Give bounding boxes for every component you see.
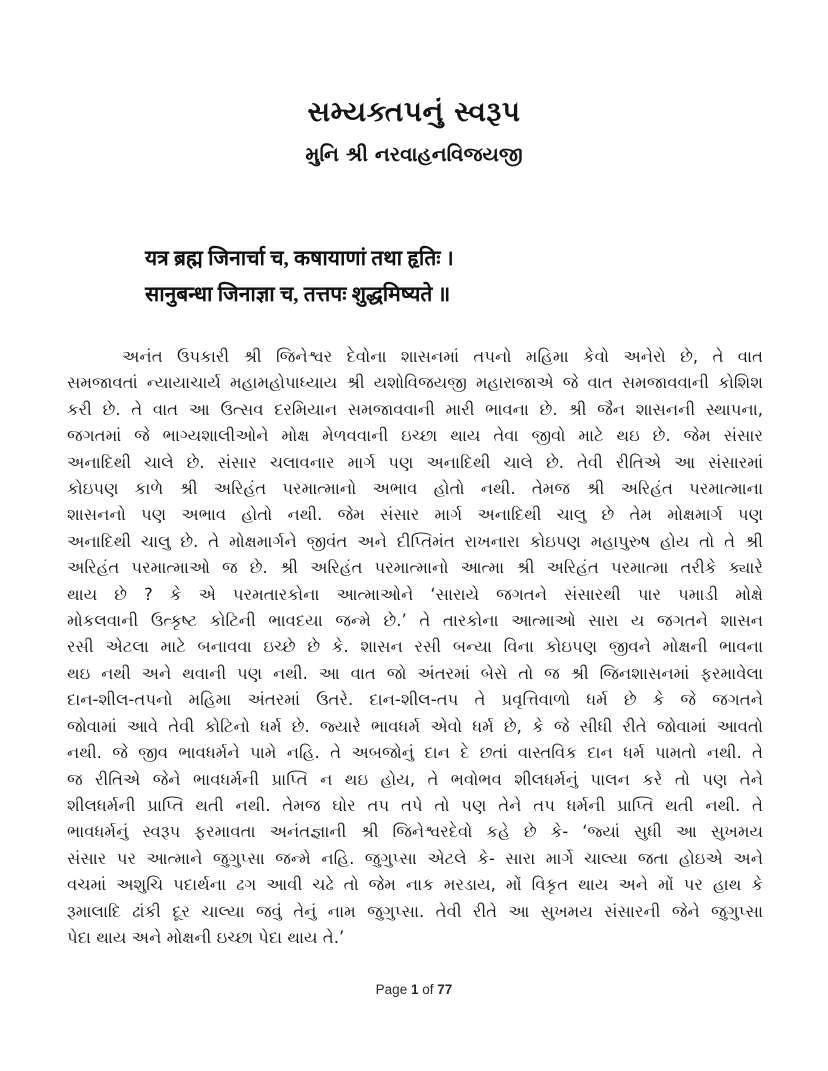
body-line: નથી. જે જીવ ભાવધર્મને પામે નહિ. તે અબજોનું દાન દે છતાં વાસ્તવિક દાન ધર્મ પામતો નથી. તે [67, 743, 763, 763]
body-line: શાસનનો પણ અભાવ હોતો નથી. જેમ સંસાર માર્ગ અનાદિથી ચાલુ છે તેમ મોક્ષમાર્ગ પણ [67, 505, 763, 525]
verse-line-1: यत्र ब्रह्म जिनार्चा च, कषायाणां तथा हृतिः । [145, 246, 454, 270]
body-line: સમજાવતાં ન્યાયાચાર્ય મહામહોપાધ્યાય શ્રી યશોવિજયજી મહારાજાએ જે વાત સમજાવવાની કોશિશ [67, 373, 763, 393]
body-line: થઇ નથી અને થવાની પણ નથી. આ વાત જો અંતરમાં બેસે તો જ શ્રી જિનશાસનમાં ફરમાવેલા [67, 663, 763, 683]
body-line: વચમાં અશુચિ પદાર્થના ઢગ આવી ચઢે તો જેમ નાક મરડાય, મોં વિકૃત થાય અને મોં પર હાથ કે [67, 875, 763, 895]
body-line: જ રીતિએ જેને ભાવધર્મની પ્રાપ્તિ ન થઇ હોય, તે ભવોભવ શીલધર્મનું પાલન કરે તો પણ તેને [67, 769, 763, 789]
body-line: અનાદિથી ચાલુ છે. તે મોક્ષમાર્ગને જીવંત અને દીપ્તિમંત રાખનારા કોઇપણ મહાપુરુષ હોય તો તે શ્રી [67, 531, 763, 551]
body-line: અનાદિથી ચાલે છે. સંસાર ચલાવનાર માર્ગ પણ અનાદિથી ચાલે છે. તેવી રીતિએ આ સંસારમાં [67, 452, 763, 472]
body-line: કરી છે. તે વાત આ ઉત્સવ દરમિયાન સમજાવવાની મારી ભાવના છે. શ્રી જૈન શાસનની સ્થાપના, [67, 399, 763, 419]
document-author: મુનિ શ્રી નરવાહનવિજયજી [305, 142, 523, 166]
sanskrit-verse [145, 240, 828, 312]
body-line: અરિહંત પરમાત્માઓ જ છે. શ્રી અરિહંત પરમાત્માનો આત્મા શ્રી અરિહંત પરમાત્મા તરીકે ક્યારે [67, 558, 763, 578]
body-line: દાન-શીલ-તપનો મહિમા અંતરમાં ઉતરે. દાન-શીલ-તપ તે પ્રવૃત્તિવાળો ધર્મ છે કે જે જગતને [67, 690, 763, 710]
body-line: જોવામાં આવે તેવી કોટિનો ધર્મ છે. જ્યારે ભાવધર્મ એવો ધર્મ છે, કે જે સીધી રીતે જોવામાં આવતો [67, 716, 763, 736]
verse-line-2: सानुबन्धा जिनाज्ञा च, तत्तपः शुद्धमिष्यते ॥ [145, 282, 451, 306]
footer-of-label: of [422, 982, 434, 997]
body-line: અનંત ઉપકારી શ્રી જિનેશ્વર દેવોના શાસનમાં તપનો મહિમા કેવો અનેરો છે, તે વાત [122, 347, 763, 366]
document-title: સમ્યક્તપનું સ્વરૂપ [307, 95, 521, 128]
footer-total-pages: 77 [437, 982, 453, 997]
body-line: ભાવધર્મનું સ્વરૂપ ફરમાવતા અનંતજ્ઞાની શ્રી જિનેશ્વરદેવો કહે છે કે- ‘જ્યાં સુધી આ સુખમય [67, 822, 763, 842]
body-line: જગતમાં જે ભાગ્યશાલીઓને મોક્ષ મેળવવાની ઇચ્છા થાય તેવા જીવો માટે થઇ છે. જેમ સંસાર [67, 426, 763, 446]
body-line: થાય છે ? કે એ પરમતારકોના આત્માઓને ‘સારાયે જગતને સંસારથી પાર પમાડી મોક્ષે [67, 584, 763, 604]
body-line: શીલધર્મની પ્રાપ્તિ થતી નથી. તેમજ ઘોર તપ તપે તો પણ તેને તપ ધર્મની પ્રાપ્તિ થતી નથી. તે [67, 795, 763, 815]
footer-page-label: Page [375, 982, 408, 997]
body-line: સંસાર પર આત્માને જુગુપ્સા જન્મે નહિ. જુગુપ્સા એટલે કે- સારા માર્ગે ચાલ્યા જતા હોઇએ અને [67, 848, 763, 868]
body-line: મોકલવાની ઉત્કૃષ્ટ કોટિની ભાવદયા જન્મે છે.’ તે તારકોના આત્માઓ સારા ય જગતને શાસન [67, 611, 763, 631]
body-line: પેદા થાય અને મોક્ષની ઇચ્છા પેદા થાય તે.’ [67, 927, 345, 947]
body-line: રૂમાલાદિ ઢાંકી દૂર ચાલ્યા જવું તેનું નામ જુગુપ્સા. તેવી રીતે આ સુખમય સંસારની જેને જુગુપ્સા [67, 901, 763, 921]
footer-page-number: 1 [410, 982, 419, 997]
body-paragraph [67, 344, 763, 951]
body-line: કોઇપણ કાળે શ્રી અરિહંત પરમાત્માનો અભાવ હોતો નથી. તેમજ શ્રી અરિહંત પરમાત્માના [67, 479, 763, 499]
body-line: રસી એટલા માટે બનાવવા ઇચ્છે છે કે. શાસન રસી બન્યા વિના કોઇપણ જીવને મોક્ષની ભાવના [67, 637, 763, 657]
page-footer [0, 982, 828, 997]
